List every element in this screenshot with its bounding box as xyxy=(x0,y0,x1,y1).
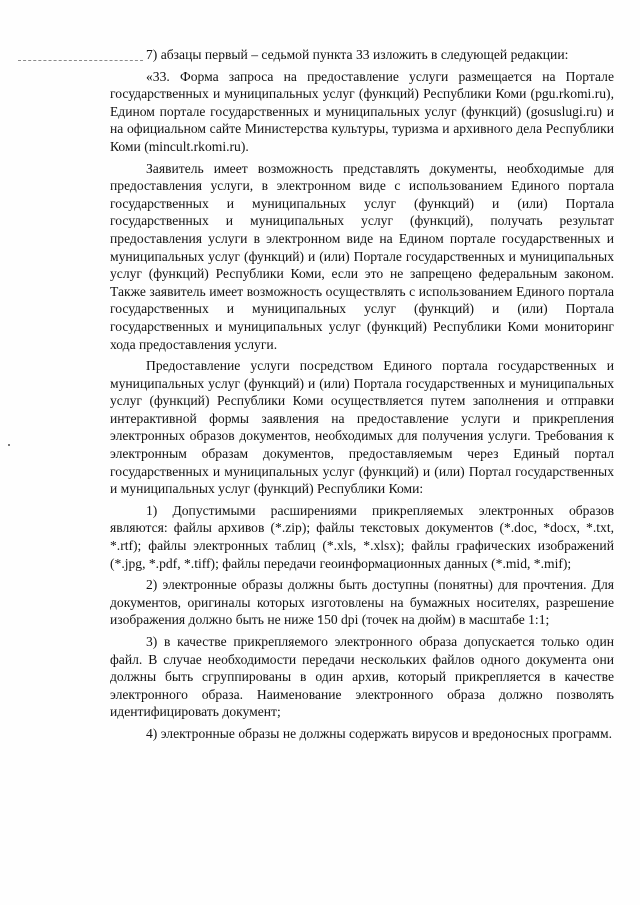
paragraph-item-33: «33. Форма запроса на предоставление услуги размещается на Портале государственных и муниципальных услуг (функций) Республики Коми (pgu.rkomi.ru), Едином портале государственных и муниципальных услуг (функций) (gosuslugi.ru) и на официальном сайте Министерства культуры, туризма и архивного дела Республики Коми (mincult.rkomi.ru). xyxy=(110,68,614,154)
paragraph-requirement-2: 2) электронные образы должны быть доступны (понятны) для прочтения. Для документов, оригиналы которых изготовлены на бумажных носителях, разрешение изображения должно быть не ниже 150 dpi (точек на дюйм) в масштабе 1:1; xyxy=(110,577,614,628)
paragraph-requirement-4: 4) электронные образы не должны содержать вирусов и вредоносных программ. xyxy=(146,725,612,741)
paragraph-requirement-1: 1) Допустимыми расширениями прикрепляемых электронных образов являются: файлы архивов (*.zip); файлы текстовых документов (*.doc, *docx, *.txt, *.rtf); файлы электронных таблиц (*.xls, *.xlsx); файлы графических изображений (*.jpg, *.pdf, *.tiff); файлы передачи геоинформационных данных (*.mid, *.mif); xyxy=(110,502,614,571)
paragraph-portal-procedure: Предоставление услуги посредством Единого портала государственных и муниципальных услуг (функций) и (или) Портала государственных и муниципальных услуг (функций) Республики Коми осуществляется путем заполнения и отправки интерактивной формы заявления на предоставление услуги и прикрепления электронных образов документов, необходимых для получения услуги. Требования к электронным образам документов, предоставляемым через Единый портал государственных и муниципальных услуг (функций) и (или) Портал государственных и муниципальных услуг (функций) Республики Коми: xyxy=(110,358,614,497)
paragraph-amendment-intro: 7) абзацы первый – седьмой пункта 33 изложить в следующей редакции: xyxy=(146,47,569,62)
paragraph-applicant-rights: Заявитель имеет возможность представлять документы, необходимые для предоставления услуги, в электронном виде с использованием Единого портала государственных и муниципальных услуг (функций) и (или) Портала государственных и муниципальных услуг (функций), получать результат предоставления услуги в электронном виде на Едином портале государственных и муниципальных услуг (функций) и (или) Портале государственных и муниципальных услуг (функций) Республики Коми, если это не запрещено федеральным законом. Также заявитель имеет возможность осуществлять с использованием Единого портала государственных и муниципальных услуг (функций) и (или) Портала государственных и муниципальных услуг (функций) Республики Коми мониторинг хода предоставления услуги. xyxy=(110,160,614,352)
scan-artifact-dot xyxy=(8,444,10,446)
document-body xyxy=(110,46,614,747)
paragraph-requirement-3: 3) в качестве прикрепляемого электронного образа допускается только один файл. В случае необходимости передачи нескольких файлов одного документа они должны быть сгруппированы в один архив, который прикрепляется в качестве электронного образа. Наименование электронного образа должно позволять идентифицировать документ; xyxy=(110,634,614,720)
